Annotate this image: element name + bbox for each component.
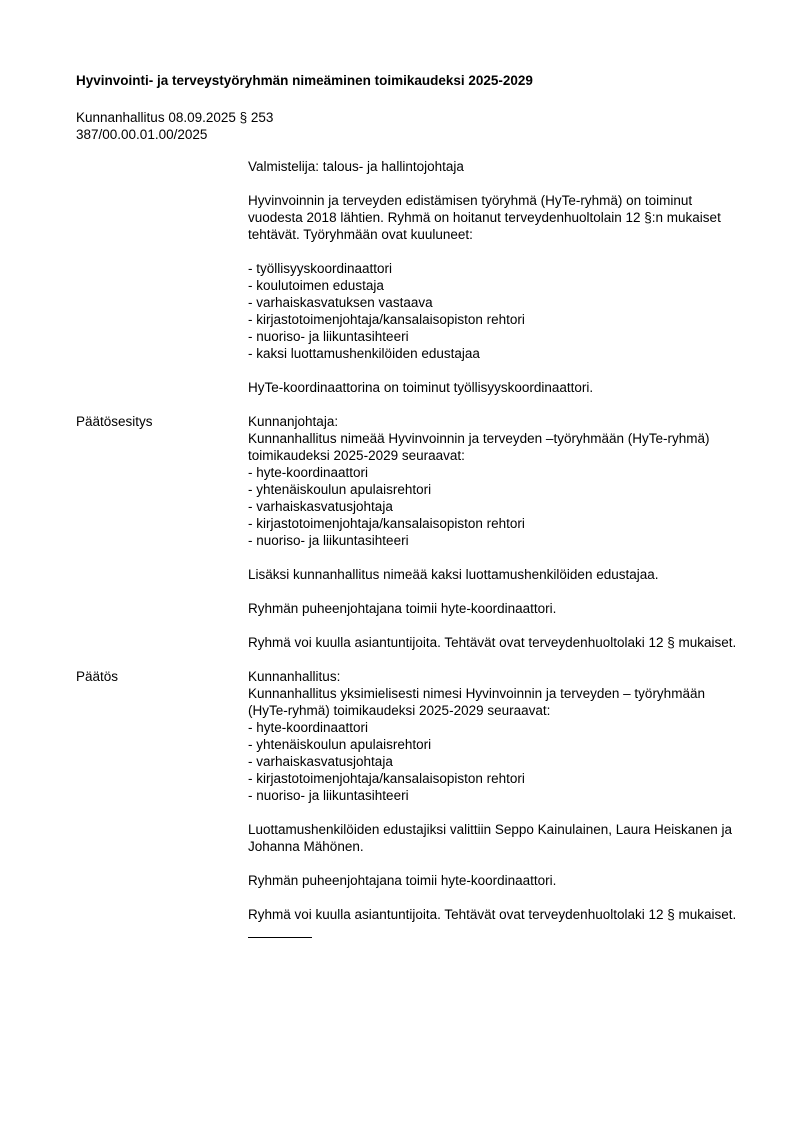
- list-item: - yhtenäiskoulun apulaisrehtori: [248, 737, 432, 752]
- document-title: Hyvinvointi- ja terveystyöryhmän nimeäminen toimikaudeksi 2025-2029: [76, 73, 533, 88]
- intro-paragraph: Hyvinvoinnin ja terveyden edistämisen työryhmä (HyTe-ryhmä) on toiminut vuodesta 2018 lähtien. Ryhmä on hoitanut terveydenhuoltolain 12 §:n mukaiset tehtävät. Työryhmään ovat kuuluneet:: [248, 193, 721, 242]
- section-label: Päätös: [76, 669, 119, 684]
- additional-members: Lisäksi kunnanhallitus nimeää kaksi luottamushenkilöiden edustajaa.: [248, 567, 659, 582]
- section-paatos: [76, 668, 741, 938]
- list-item: - varhaiskasvatusjohtaja: [248, 754, 393, 769]
- preparer: Valmistelija: talous- ja hallintojohtaja: [248, 159, 464, 174]
- list-item: - kirjastotoimenjohtaja/kansalaisopiston rehtori: [248, 312, 525, 327]
- decided-members-list: [248, 719, 741, 804]
- experts-paragraph: Ryhmä voi kuulla asiantuntijoita. Tehtävät ovat terveydenhuoltolaki 12 § mukaiset.: [248, 907, 737, 922]
- section-text: [248, 668, 741, 938]
- list-item: - yhtenäiskoulun apulaisrehtori: [248, 482, 432, 497]
- speaker: Kunnanhallitus:: [248, 669, 341, 684]
- section-label: Päätösesitys: [76, 414, 153, 429]
- chair-paragraph: Ryhmän puheenjohtajana toimii hyte-koordinaattori.: [248, 873, 557, 888]
- section-text: [248, 158, 741, 413]
- section-valmistelu: [76, 158, 741, 413]
- list-item: - nuoriso- ja liikuntasihteeri: [248, 788, 409, 803]
- coordinator-paragraph: HyTe-koordinaattorina on toiminut työllisyyskoordinaattori.: [248, 380, 594, 395]
- trustees-paragraph: Luottamushenkilöiden edustajiksi valittiin Seppo Kainulainen, Laura Heiskanen ja Johanna Mähönen.: [248, 822, 733, 854]
- list-item: - kirjastotoimenjohtaja/kansalaisopiston rehtori: [248, 516, 525, 531]
- list-item: - työllisyyskoordinaattori: [248, 261, 393, 276]
- list-item: - hyte-koordinaattori: [248, 465, 369, 480]
- list-item: - hyte-koordinaattori: [248, 720, 369, 735]
- list-item: - nuoriso- ja liikuntasihteeri: [248, 329, 409, 344]
- section-label-empty: [76, 158, 248, 413]
- end-rule: [248, 923, 312, 938]
- former-members-list: [248, 260, 741, 362]
- meeting-meta: [76, 109, 273, 143]
- experts-paragraph: Ryhmä voi kuulla asiantuntijoita. Tehtävät ovat terveydenhuoltolaki 12 § mukaiset.: [248, 635, 737, 650]
- document-body: [76, 158, 741, 938]
- meeting-reference: Kunnanhallitus 08.09.2025 § 253: [76, 110, 274, 125]
- section-text: [248, 413, 741, 668]
- section-paatosesitys: [76, 413, 741, 668]
- list-item: - koulutoimen edustaja: [248, 278, 384, 293]
- list-item: - kaksi luottamushenkilöiden edustajaa: [248, 346, 480, 361]
- proposed-members-list: [248, 464, 741, 549]
- list-item: - varhaiskasvatusjohtaja: [248, 499, 393, 514]
- chair-paragraph: Ryhmän puheenjohtajana toimii hyte-koordinaattori.: [248, 601, 557, 616]
- list-item: - kirjastotoimenjohtaja/kansalaisopiston rehtori: [248, 771, 525, 786]
- speaker: Kunnanjohtaja:: [248, 414, 339, 429]
- decision-intro: Kunnanhallitus yksimielisesti nimesi Hyvinvoinnin ja terveyden – työryhmään (HyTe-ryhmä) toimikaudeksi 2025-2029 seuraavat:: [248, 686, 705, 718]
- proposal-intro: Kunnanhallitus nimeää Hyvinvoinnin ja terveyden –työryhmään (HyTe-ryhmä) toimikaudeksi 2025-2029 seuraavat:: [248, 431, 710, 463]
- list-item: - varhaiskasvatuksen vastaava: [248, 295, 433, 310]
- list-item: - nuoriso- ja liikuntasihteeri: [248, 533, 409, 548]
- case-number: 387/00.00.01.00/2025: [76, 127, 208, 142]
